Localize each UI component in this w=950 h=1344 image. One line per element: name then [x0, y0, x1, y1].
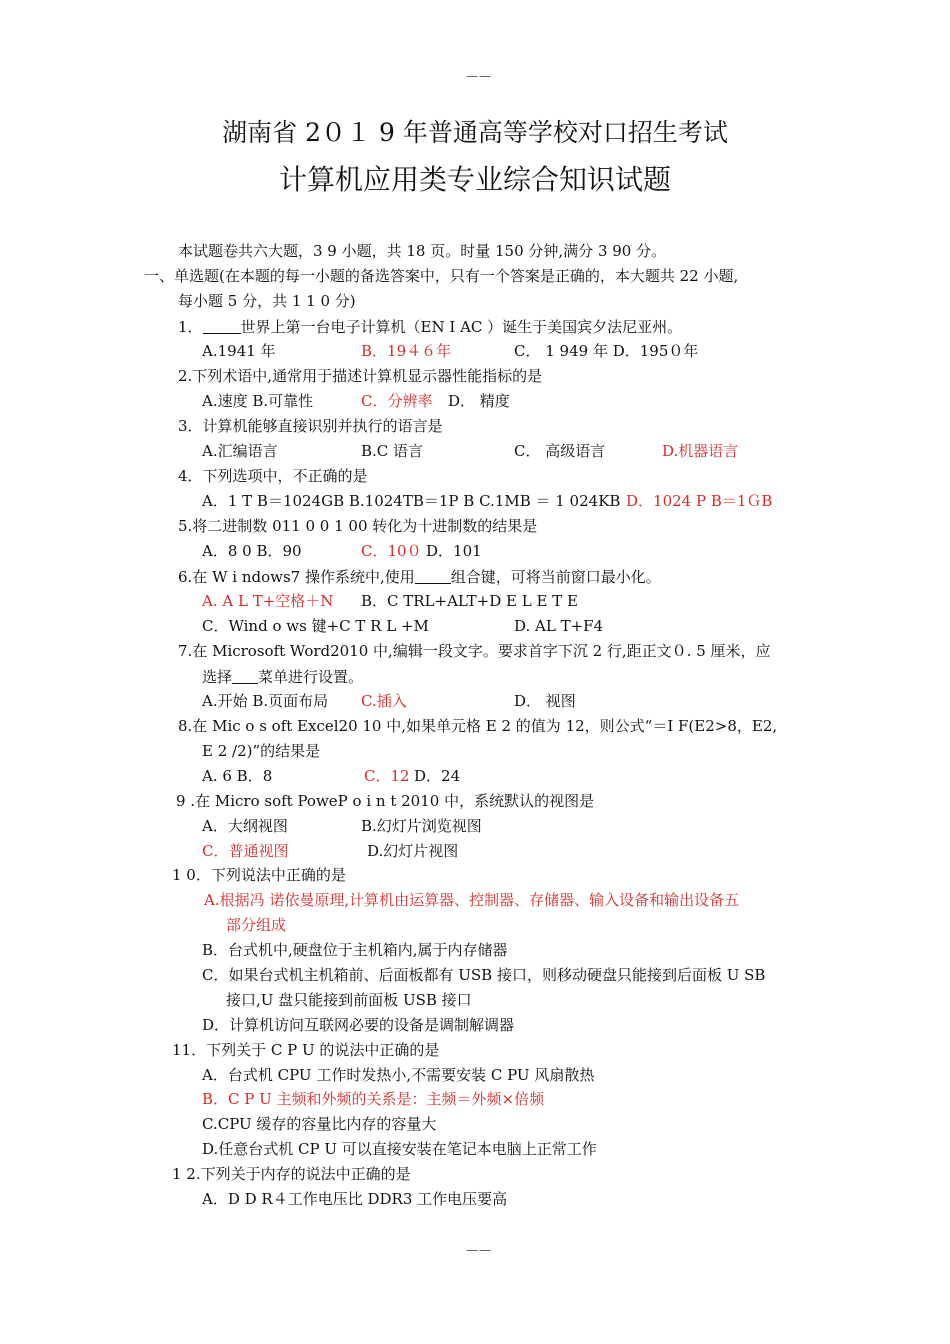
question-6-text-post: 组合键，可将当前窗口最小化。: [450, 568, 661, 586]
section1-heading-line2: 每小题 5 分，共 1 1 0 分): [178, 292, 356, 310]
q10-option-c-line1: C．如果台式机主机箱前、后面板都有 USB 接口，则移动硬盘只能接到后面板 U SB: [202, 966, 766, 984]
q11-option-c: C.CPU 缓存的容量比内存的容量大: [202, 1115, 437, 1133]
q2-option-ab: A.速度 B.可靠性: [202, 392, 314, 410]
q1-option-a: A.1941 年: [202, 342, 276, 360]
question-6-stem: [178, 569, 661, 585]
question-12-stem: 1 2.下列关于内存的说法中正确的是: [172, 1165, 411, 1183]
question-4-stem: 4．下列选项中，不正确的是: [178, 467, 368, 485]
question-7-stem-line2: [202, 669, 363, 685]
question-8-stem-line2: E 2 /2)”的结果是: [202, 742, 321, 760]
q10-option-d: D．计算机访问互联网必要的设备是调制解调器: [202, 1016, 515, 1034]
q2-option-c-answer: C．分辨率: [361, 392, 433, 410]
answer-blank: [232, 669, 258, 684]
question-11-stem: 11．下列关于 C P U 的说法中正确的是: [172, 1041, 440, 1059]
question-6-text-pre: 6.在 W i ndows7 操作系统中,使用: [178, 568, 415, 586]
q2-option-d: D． 精度: [448, 392, 510, 410]
q3-option-d-answer: D.机器语言: [662, 442, 739, 460]
section1-heading-line1: 一、单选题(在本题的每一小题的备选答案中，只有一个答案是正确的，本大题共 22 小题,: [144, 267, 739, 285]
question-9-stem: 9 .在 Micro soft PoweP o i n t 2010 中，系统默认的视图是: [176, 792, 595, 810]
q3-option-a: A.汇编语言: [202, 442, 278, 460]
question-10-stem: 1 0．下列说法中正确的是: [172, 866, 346, 884]
q9-option-a: A．大纲视图: [202, 817, 288, 835]
question-7-text-post: 菜单进行设置。: [258, 668, 364, 686]
question-1-number: 1．: [178, 318, 203, 336]
q11-option-b-answer: B．C P U 主频和外频的关系是：主频＝外频×倍频: [202, 1090, 545, 1108]
q1-option-b-answer: B．19４６年: [361, 342, 452, 360]
q3-option-c: C． 高级语言: [514, 442, 606, 460]
q5-option-ab: A．8 0 B．90: [202, 542, 302, 560]
q5-option-d: D．101: [426, 542, 482, 560]
q1-option-cd: C． 1 949 年 D．195０年: [514, 342, 699, 360]
title-line-1: 湖南省 2０１ 9 年普通高等学校对口招生考试: [222, 118, 728, 147]
q8-option-c-answer: C．12: [364, 767, 410, 785]
q7-option-d: D． 视图: [514, 692, 576, 710]
q12-option-a: A．D D R４工作电压比 DDR3 工作电压要高: [202, 1190, 508, 1208]
q11-option-a: A．台式机 CPU 工作时发热小,不需要安装 C PU 风扇散热: [202, 1066, 595, 1084]
q4-option-d-answer: D．1024 P B＝1ＧB: [626, 492, 773, 510]
q6-option-a-answer: A. A L T+空格＋N: [202, 592, 334, 610]
q9-option-c-answer: C．普通视图: [202, 842, 289, 860]
q8-option-d: D．24: [414, 767, 461, 785]
answer-blank: [203, 319, 241, 334]
question-5-stem: 5.将二进制数 011 0 0 1 00 转化为十进制数的结果是: [178, 517, 538, 535]
q10-option-c-line2: 接口,U 盘只能接到前面板 USB 接口: [226, 991, 472, 1009]
q9-option-d: D.幻灯片视图: [367, 842, 459, 860]
q7-option-c-answer: C.插入: [361, 692, 407, 710]
intro-text: 本试题卷共六大题，3 9 小题，共 18 页。时量 150 分钟,满分 3 90 分。: [178, 242, 667, 260]
question-1-stem: [178, 319, 682, 335]
question-2-stem: 2.下列术语中,通常用于描述计算机显示器性能指标的是: [178, 367, 543, 385]
q6-option-b: B．C TRL+ALT+D E L E T E: [361, 592, 578, 610]
q10-option-b: B．台式机中,硬盘位于主机箱内,属于内存储器: [202, 941, 508, 959]
answer-blank: [415, 569, 451, 584]
q7-option-ab: A.开始 B.页面布局: [202, 692, 329, 710]
q8-option-ab: A. 6 B．8: [202, 767, 273, 785]
q4-option-abc: A．1 T B＝1024GB B.1024TB＝1P B C.1MB ＝ 1 024KB: [202, 492, 621, 510]
q3-option-b: B.C 语言: [361, 442, 424, 460]
q9-option-b: B.幻灯片浏览视图: [361, 817, 482, 835]
q5-option-c-answer: C．10０: [361, 542, 422, 560]
question-7-text-pre: 选择: [202, 668, 233, 686]
question-1-text: 世界上第一台电子计算机（EN I AC ）诞生于美国宾夕法尼亚州。: [240, 318, 683, 336]
q10-option-a-answer-line1: A.根据冯 诺依曼原理,计算机由运算器、控制器、存储器、输入设备和输出设备五: [204, 891, 740, 909]
q11-option-d: D.任意台式机 CP U 可以直接安装在笔记本电脑上正常工作: [202, 1140, 597, 1158]
question-8-stem-line1: 8.在 Mic o s oft Excel20 10 中,如果单元格 E 2 的值为 12，则公式“＝I F(E2>8，E2,: [178, 717, 778, 735]
q10-option-a-answer-line2: 部分组成: [226, 916, 287, 934]
question-7-stem-line1: 7.在 Microsoft Word2010 中,编辑一段文字。要求首字下沉 2 行,距正文０. 5 厘米，应: [178, 642, 771, 660]
question-3-stem: 3．计算机能够直接识别并执行的语言是: [178, 417, 443, 435]
q6-option-c: C．Wind o ws 键+C T R L +M: [202, 617, 429, 635]
q6-option-d: D. AL T+F4: [514, 617, 604, 635]
header-mark: ——: [466, 69, 492, 83]
footer-mark: ——: [466, 1243, 492, 1257]
title-line-2: 计算机应用类专业综合知识试题: [278, 163, 671, 196]
